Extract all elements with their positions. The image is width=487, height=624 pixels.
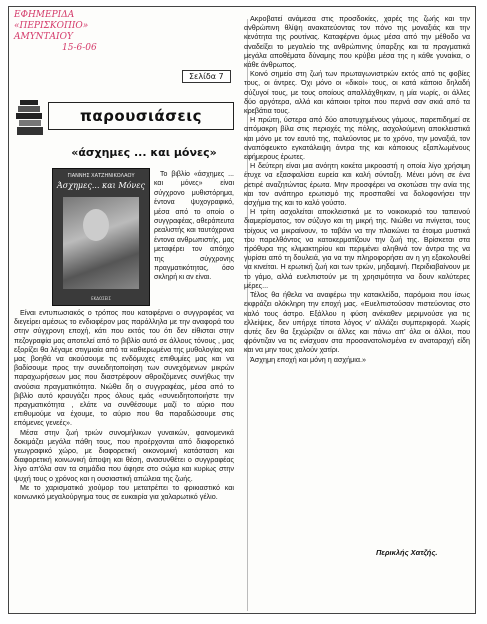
- handwritten-line: «ΠΕΡΙΣΚΟΠΙΟ»: [14, 21, 89, 31]
- left-column: [14, 308, 234, 592]
- paragraph: Ακροβατεί ανάμεσα στις προσδοκίες, χαρές της ζωής και την ανθρώπινη θλίψη ανακατεύοντας τον πόνο της μοναξιάς και την κενότητα της ρουτίνας. Καταφέρνει όμως μέσα από την μέθοδο να αναδείξει το μεγαλείο της ανθρώπινης ύπαρξης και τα πραγματικά μεγάλα αποθέματα δύναμης που κρύβει μέσα της η κάθε γυναίκα, ο κάθε άνθρωπος.: [244, 14, 470, 70]
- handwritten-date: 15-6-06: [62, 43, 97, 53]
- paragraph: Τέλος θα ήθελα να αναφέρω την κατακλείδα, παρόμοια που ίσως εκφράζει ολόκληρη την εποχή μας. «Ευελπιστούσαν πιστεύοντας στο καλό τους άστρο. Εξάλλου η φύση ανέκαθεν μεριμνούσε για τις ελλείψεις, δεν υπήρχε τίποτα λόγος ν' αλλάζει συμπεριφορά. Χωρίς αυτές δεν θα ξεχώριζαν οι άλλες και πάνω απ' όλα οι άλλοι, που φρόντιζαν να τις ενίσχυαν στα προσανατολισμένα εν αναταραχή είδη και να μην τους χαλούν χατίρι.: [244, 290, 470, 355]
- paragraph: Μέσα στην ζωή τριών συνομήλικων γυναικών, φαινομενικά δοκιμάζει μεγάλα πάθη τους, που προέρχονται από διαφορετικό γεωγραφικό χώρο, με διαφορετική οικονομική κατάσταση και διαφορετική κοινωνική άποψη και θέση, ανασυνθέτει ο συγγραφέας λίγο απ'όλα σαν τα σημάδια που άφησε στο σώμα και κυρίως στην ψυχή τους ο χρόνος και η ουσιαστική απώλεια της ζωής.: [14, 427, 234, 483]
- paragraph: Άσχημη εποχή και μόνη η ασχήμια.»: [250, 354, 366, 364]
- section-title: παρουσιάσεις: [48, 102, 234, 130]
- paragraph: Κοινό σημείο στη ζωή των πρωταγωνιστριών εκτός από τις φοβίες τους, οι άντρες. Όχι μόνο οι «δικοί» τους, οι κατά κάποιο δηλαδή σύζυγοί τους, με τους οποίους απαλλάχθηκαν, η μία νωρίς, οι άλλες δύο αργότερα, αλλά και κάποιοι τρίτοι που περνά σαν σκιά από τα κρεβάτια τους.: [244, 69, 470, 116]
- author-signature: Περικλής Χατζής.: [376, 548, 438, 557]
- handwritten-note: [14, 10, 97, 54]
- paragraph: Η πρώτη, ύστερα από δύο αποτυχημένους γάμους, παρεπιδημεί σε απόμακρη βίλα στις περιοχές της πόλης, ασχολούμενη αποκλειστικά και μόνο με τον εαυτό της, παλεύοντας με το χρόνο, την μοναξιά, τον αναπόφευκτο εγκατάλειψη άντρα της και κάποιους εξαπλωμένους εφήμερους έρωτες.: [244, 115, 470, 162]
- handwritten-line: ΕΦΗΜΕΡΙΔΑ: [14, 10, 75, 20]
- cover-publisher: ΕΚΔΟΣΕΙΣ: [91, 296, 111, 301]
- paragraph: Η τρίτη ασχολείται αποκλειστικά με το νοικοκυριό του ταπεινού διαμερίσματος, τον σύζυγο και τη μικρή της. Νιώθει να πνίγεται, τους τοίχους να μικραίνουν, το ταβάνι να την πλακώνει τα έτοιμα μυστικά του παρελθόντος να κατοκερματίζουν την ζωή της. Βρίσκεται στα πρόθυρα της κλιμακτηρίου και περιμένει αληθινά τον άντρα της να γυρίσει από τη δουλειά, για να την πληροφορήσει αν η γη εξακολουθεί να κινείται. Η ερωτική ζωή και των τριών, μηδαμινή. Περιδιαβαίνουν με το γάμο, αλλά ευελπιστούν με τη χρησιμότητα να δουν καλύτερες μέρες...: [244, 207, 470, 290]
- handwritten-line: ΑΜΥΝΤΑΙΟΥ: [14, 32, 73, 42]
- intro-paragraph: [154, 170, 234, 283]
- article-title: «άσχημες ... και μόνες»: [71, 146, 217, 159]
- books-icon: [14, 98, 46, 138]
- page-number-badge: Σελίδα 7: [182, 70, 231, 83]
- cover-author: ΓΙΑΝΝΗΣ ΧΑΤΖΗΝΙΚΟΛΑΟΥ: [67, 173, 135, 179]
- paragraph: Με το χαρισματικό χιούμορ του μετατρέπει το φρικιαστικό και κοινωνικό μεγαλούργημα τους σε ευκαιρία για χαλαρωτικό γέλιο.: [14, 482, 234, 502]
- book-cover-image: [52, 168, 150, 306]
- right-column: [244, 14, 470, 544]
- cover-face: [83, 209, 109, 241]
- paragraph: Η δεύτερη είναι μια ανόητη κοκέτα μικροαστή η οποία λίγο χρήσιμη έτυχε να εξασφαλίσει ευρεία και καλή σύνταξη. Μένει μόνη σε ένα ρετιρέ αναζητώντας έρωτα. Μην προσφέρει να σκοτώσει την ανία της και τον ανάπηρο ερωτισμό της προσπαθεί να δολοφονήσει την ασχήμια της και το καλό γούστο.: [244, 161, 470, 208]
- cover-title: Άσχημες... και Μόνες: [57, 181, 145, 190]
- intro-text: Το βιβλίο «άσχημες ... και μόνες» είναι σύγχρονο μυθιστόρημα, έντονα ψυχογραφικό, μέσα από το οποίο ο συγγραφέας, αθεράπευτα ρεαλιστής και ταυτόχρονα έντονα ανθρωπιστής, μας μεταφέρει τον απόηχο της σύγχρονης πραγματικότητας, όσο σκληρή κι αν είναι.: [154, 171, 234, 282]
- paragraph: Είναι εντυπωσιακός ο τρόπος που καταφέρνει ο συγγραφέας να διεγείρει αμέσως το ενδιαφέρον μας παράλληλα με την αναφορά του στην σύγχρονη εποχή, κάτι που εκτός του ότι δεν είθισται στην πεζογραφία μας αποτελεί από το βιβλίο αυτό σε άλλους τόνους , μας εξορίζει θα λέγαμε στιγμιαία από τα καθιερωμένα της μυθολογίας και μας βοηθά να ακούσουμε τις ενδόμυχες επιθυμίες μας και να βαδίσουμε προς την συνειδητοποίηση των συνεχόμενων μικρών παραχωρήσεων μας που διαστρέφουν αθροιζόμενες συνήθως την ανούσια πραγματικότητα. Νιώθει δη ο συγγραφέας, μέσα από το βιβλίο αυτό κραυγάζει προς όλους εμάς «συνειδητοποιήστε την πραγματικότητα , ελάτε να συνθέσουμε μαζί το αύριο που επιθυμούμε να έχουμε, το αύριο που θα παραδώσουμε στις επόμενες γενεές».: [14, 308, 234, 428]
